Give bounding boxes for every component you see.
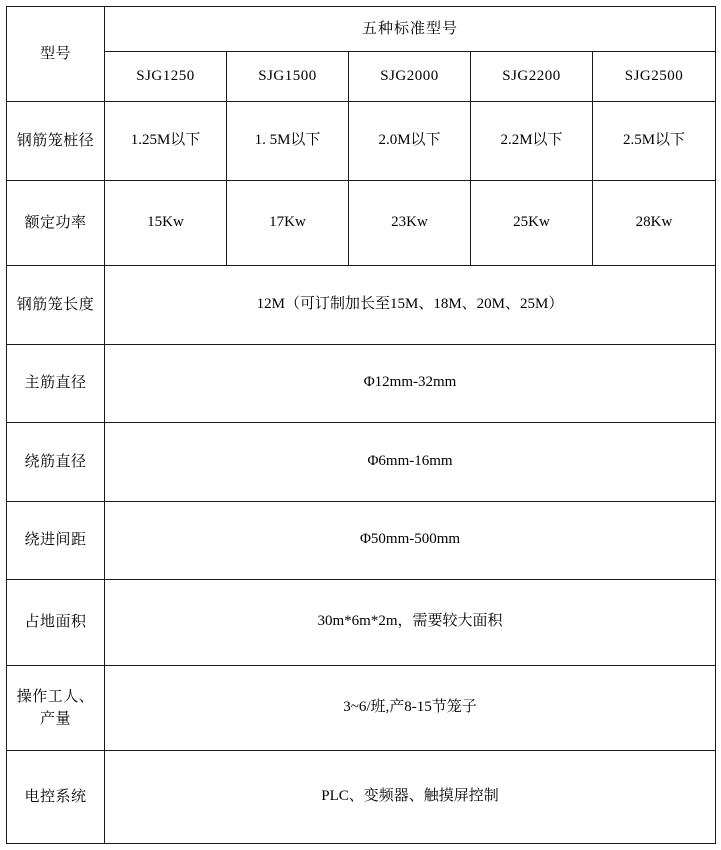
table-row <box>7 423 716 501</box>
cage-diameter-value-4: 2.2M以下 <box>471 102 593 180</box>
row-label-operators-output: 操作工人、产量 <box>7 665 105 751</box>
main-bar-diameter-value: Φ12mm-32mm <box>105 344 716 422</box>
model-cell-2: SJG1500 <box>227 52 349 102</box>
cage-diameter-value-2: 1. 5M以下 <box>227 102 349 180</box>
row-label-main-bar-diameter: 主筋直径 <box>7 344 105 422</box>
rated-power-value-3: 23Kw <box>349 180 471 266</box>
table-row <box>7 751 716 844</box>
model-cell-5: SJG2500 <box>593 52 716 102</box>
rated-power-value-5: 28Kw <box>593 180 716 266</box>
rated-power-value-1: 15Kw <box>105 180 227 266</box>
cage-length-value: 12M（可订制加长至15M、18M、20M、25M） <box>105 266 716 344</box>
row-label-winding-pitch: 绕进间距 <box>7 501 105 579</box>
table-row <box>7 344 716 422</box>
cage-diameter-value-3: 2.0M以下 <box>349 102 471 180</box>
table-row <box>7 180 716 266</box>
winding-pitch-value: Φ50mm-500mm <box>105 501 716 579</box>
table-row <box>7 102 716 180</box>
rated-power-value-2: 17Kw <box>227 180 349 266</box>
operators-output-value: 3~6/班,产8-15节笼子 <box>105 665 716 751</box>
group-header-standard-models: 五种标准型号 <box>105 7 716 52</box>
model-cell-4: SJG2200 <box>471 52 593 102</box>
row-label-cage-length: 钢筋笼长度 <box>7 266 105 344</box>
spiral-bar-diameter-value: Φ6mm-16mm <box>105 423 716 501</box>
table-row <box>7 501 716 579</box>
row-label-cage-diameter: 钢筋笼桩径 <box>7 102 105 180</box>
row-label-footprint: 占地面积 <box>7 580 105 666</box>
table-row <box>7 7 716 52</box>
cage-diameter-value-1: 1.25M以下 <box>105 102 227 180</box>
control-system-value: PLC、变频器、触摸屏控制 <box>105 751 716 844</box>
table-row <box>7 580 716 666</box>
table-row <box>7 266 716 344</box>
table-row <box>7 665 716 751</box>
cage-diameter-value-5: 2.5M以下 <box>593 102 716 180</box>
row-label-model: 型号 <box>7 7 105 102</box>
specifications-table <box>6 6 716 844</box>
footprint-value: 30m*6m*2m，需要较大面积 <box>105 580 716 666</box>
table-row <box>7 52 716 102</box>
model-cell-3: SJG2000 <box>349 52 471 102</box>
rated-power-value-4: 25Kw <box>471 180 593 266</box>
row-label-spiral-bar-diameter: 绕筋直径 <box>7 423 105 501</box>
row-label-control-system: 电控系统 <box>7 751 105 844</box>
row-label-rated-power: 额定功率 <box>7 180 105 266</box>
model-cell-1: SJG1250 <box>105 52 227 102</box>
